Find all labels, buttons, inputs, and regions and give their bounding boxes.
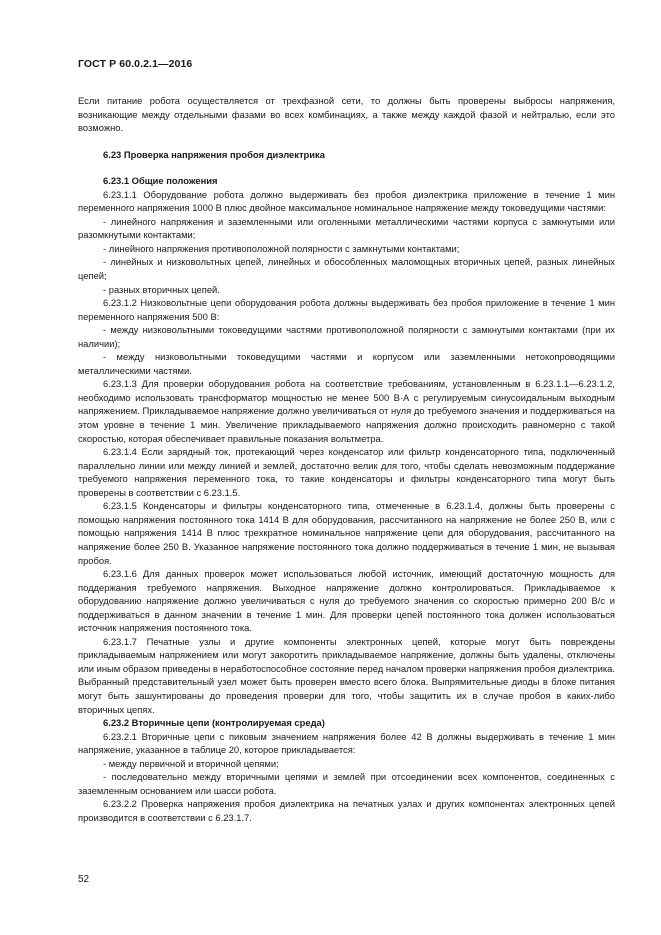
paragraph-6-23-1-3: 6.23.1.3 Для проверки оборудования робота на соответствие требованиям, установленным в 6.23.1.1—6.23.1.2, необходимо использовать трансформатор мощностью не менее 500 В·А с регулируемым синусоидальным выходным напряжением. Прикладываемое напряжение должно увеличиваться от нуля до требуемого значения и поддерживаться на этом уровне в течение 1 мин. Увеличение прикладываемого напряжения должно происходить равномерно с такой скоростью, которая обеспечивает правильные показания вольтметра. (78, 378, 615, 444)
paragraph-6-23-2-1: 6.23.2.1 Вторичные цепи с пиковым значением напряжения более 42 В должны выдерживать в течение 1 мин напряжение, указанное в таблице 20, которое прикладывается: (78, 730, 615, 756)
paragraph-6-23-2-2: 6.23.2.2 Проверка напряжения пробоя диэлектрика на печатных узлах и других компонентах электронных цепей производится в соответствии с 6.23.1.7. (78, 798, 615, 823)
paragraph-6-23-1-7: 6.23.1.7 Печатные узлы и другие компоненты электронных цепей, которые могут быть повреждены прикладываемым напряжением или могут закоротить прикладываемое напряжение, должны быть удалены, отключены или иным образом приведены в неработоспособное состояние перед началом проверки напряжения пробоя диэлектрика. Выбранный представительный узел может быть проверен вместо всего блока. Выпрямительные диоды в блоке питания могут быть зашунтированы до проведения проверки для того, чтобы защитить их в случае пробоя в каких-либо вторичных цепях. (78, 635, 615, 715)
paragraph-6-23-1-5: 6.23.1.5 Конденсаторы и фильтры конденсаторного типа, отмеченные в 6.23.1.4, должны быть проверены с помощью напряжения постоянного тока 1414 В для оборудования, рассчитанного на напряжение не более 250 В, или с помощью напряжения 1414 В плюс трехкратное номинальное напряжение цепи для оборудования, рассчитанного на напряжение более 250 В. Указанное напряжение постоянного тока должно поддерживаться в течение 1 мин, не вызывая пробоя. (78, 500, 615, 566)
list-item: - между низковольтными токоведущими частями и корпусом или заземленными нетокопроводящими металлическими частями. (78, 351, 615, 376)
subsection-heading-6-23-1: 6.23.1 Общие положения (103, 175, 218, 187)
page-number: 52 (78, 874, 90, 885)
paragraph-6-23-1-6: 6.23.1.6 Для данных проверок может использоваться любой источник, имеющий достаточную мощность для поддержания требуемого напряжения. Выходное напряжение должно контролироваться. Прикладываемое к оборудованию напряжение должно увеличиваться с нуля до требуемого значения со скоростью примерно 200 В/с и поддерживаться в данном значении в течение 1 мин. Для проверки цепей постоянного тока должен использоваться источник напряжения постоянного тока. (78, 568, 615, 634)
list-item: - линейного напряжения и заземленными или оголенными металлическими частями корпуса с замкнутыми или разомкнутыми контактами; (78, 215, 615, 241)
paragraph-6-23-1-4: 6.23.1.4 Если зарядный ток, протекающий через конденсатор или фильтр конденсаторного типа, подключенный параллельно линии или между линией и землей, достаточно велик для того, чтобы сделать невозможным поддержание требуемого напряжения переменного тока, то такие конденсаторы и фильтры конденсаторного типа могут быть проверены в соответствии с 6.23.1.5. (78, 446, 615, 498)
paragraph-6-23-1-1: 6.23.1.1 Оборудование робота должно выдерживать без пробоя диэлектрика приложение в течение 1 мин переменного напряжения 1000 В плюс двойное максимальное номинальное напряжение между токоведущими частями: (78, 188, 615, 214)
list-item: - линейного напряжения противоположной полярности с замкнутыми контактами; (103, 242, 460, 254)
intro-paragraph: Если питание робота осуществляется от трехфазной сети, то должны быть проверены выбросы напряжения, возникающие между отдельными фазами во всех комбинациях, а также между каждой фазой и нейтралью, если это возможно. (78, 95, 615, 134)
subsection-heading-6-23-2: 6.23.2 Вторичные цепи (контролируемая среда) (103, 717, 325, 729)
list-item: - между первичной и вторичной цепями; (103, 757, 279, 769)
document-code-header: ГОСТ Р 60.0.2.1—2016 (78, 58, 193, 70)
list-item: - линейных и низковольтных цепей, линейных и обособленных маломощных вторичных цепей, разных линейных цепей; (78, 256, 615, 282)
list-item: - последовательно между вторичными цепями и землей при отсоединении всех компонентов, соединенных с заземленным основанием или шасси робота. (78, 771, 615, 796)
paragraph-6-23-1-2: 6.23.1.2 Низковольтные цепи оборудования робота должны выдерживать без пробоя приложение в течение 1 мин переменного напряжения 500 В: (78, 297, 615, 322)
list-item: - разных вторичных цепей. (103, 283, 220, 295)
list-item: - между низковольтными токоведущими частями противоположной полярности с замкнутыми контактами (при их наличии); (78, 324, 615, 349)
document-body (78, 94, 615, 824)
section-heading-6-23: 6.23 Проверка напряжения пробоя диэлектрика (103, 148, 325, 160)
